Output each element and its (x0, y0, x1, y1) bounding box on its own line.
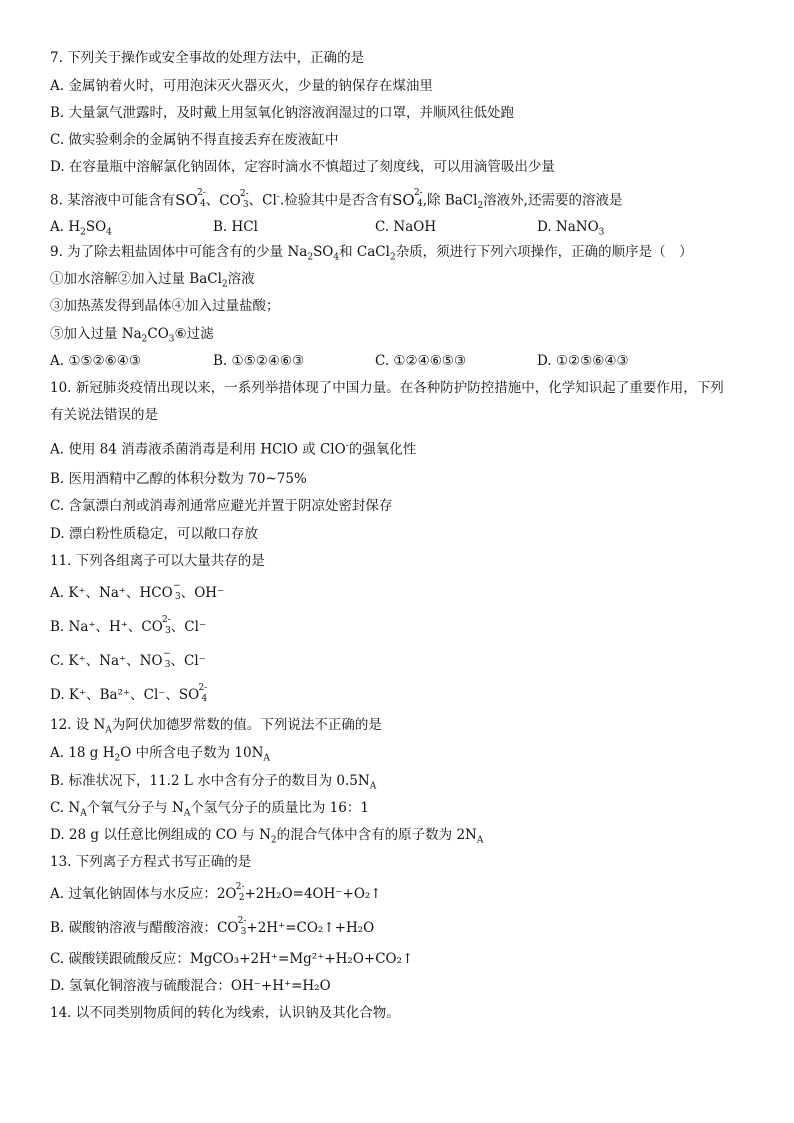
question-9-option-d: D. ①②⑤⑥④③ (537, 353, 629, 369)
question-8-stem: 8. 某溶液中可能含有SO 2- 4 、CO 2- 3 、Cl-.检验其中是否含有SO 2- 4 ,除 BaCl$_2$溶液外,还需要的溶液是 (50, 187, 623, 212)
question-7-option-a: A. 金属钠着火时，可用泡沫灭火器灭火，少量的钠保存在煤油里 (50, 78, 433, 94)
question-9-steps-1: ①加水溶解②加入过量 BaCl$_2$溶液 (50, 271, 255, 290)
question-11-stem: 11. 下列各组离子可以大量共存的是 (50, 553, 265, 569)
question-9-options (50, 352, 750, 370)
sulfate-ion-d: D. K⁺、Ba²⁺、Cl⁻、SO 2- 4 (50, 683, 208, 704)
question-10-option-a: A. 使用 84 消毒液杀菌消毒是利用 HClO 或 ClO-的强氧化性 (50, 441, 417, 458)
question-13-option-d: D. 氢氧化铜溶液与硫酸混合：OH⁻+H⁺=H₂O (50, 978, 331, 994)
question-13-option-a: A. 过氧化钠固体与水反应：2O 2- 2 +2H₂O=4OH⁻+O₂↑ (50, 882, 382, 903)
question-9-steps-3: ⑤加入过量 $Na_2CO_3⑥$过滤 (50, 326, 214, 345)
question-14-stem: 14. 以不同类别物质间的转化为线索，认识钠及其化合物。 (50, 1005, 400, 1021)
question-10-stem-line-2: 有关说法错误的是 (50, 407, 158, 423)
question-12-stem: 12. 设 $N_A$为阿伏加德罗常数的值。下列说法不正确的是 (50, 717, 382, 736)
question-8-option-c: C. NaOH (375, 219, 437, 235)
sulfate-ion-2: SO 2- 4 (392, 187, 423, 209)
question-10-stem-line-1: 10. 新冠肺炎疫情出现以来，一系列举措体现了中国力量。在各种防护防控措施中，化学知识起了重要作用，下列 (50, 380, 724, 396)
question-8-option-a: A. $H_2SO_4$ (50, 219, 112, 238)
question-11-option-b: B. Na⁺、H⁺、CO 2- 3 、Cl⁻ (50, 615, 207, 636)
peroxide-ion: A. 过氧化钠固体与水反应：2O 2- 2 (50, 882, 245, 903)
question-12-option-a: A. 18 g $H_2O$ 中所含电子数为 $10N_A$ (50, 745, 270, 764)
nitrate-ion: C. K⁺、Na⁺、NO − 3 (50, 649, 171, 670)
question-9-steps-2: ③加热蒸发得到晶体④加入过量盐酸； (50, 298, 280, 314)
question-9-option-c: C. ①②④⑥⑤③ (375, 353, 467, 369)
question-10-option-d: D. 漂白粉性质稳定，可以敞口存放 (50, 526, 258, 542)
sulfate-ion: SO 2- 4 (175, 187, 206, 209)
question-8-option-b: B. HCl (213, 219, 258, 235)
question-11-option-d (50, 683, 208, 704)
question-10-option-b: B. 医用酒精中乙醇的体积分数为 70~75% (50, 471, 307, 487)
question-9-stem: 9. 为了除去粗盐固体中可能含有的少量 $Na_2SO_4$和 CaCl$_2$杂质，须进行下列六项操作，正确的顺序是（ ） (50, 244, 693, 263)
question-7-option-d: D. 在容量瓶中溶解氯化钠固体，定容时滴水不慎超过了刻度线，可以用滴管吸出少量 (50, 159, 555, 175)
question-9-option-a: A. ①⑤②⑥④③ (50, 353, 141, 369)
question-11-option-a: A. K⁺、Na⁺、HCO − 3 、OH⁻ (50, 581, 225, 602)
question-7-option-b: B. 大量氯气泄露时，及时戴上用氢氧化钠溶液润湿过的口罩，并顺风往低处跑 (50, 105, 515, 121)
question-13-stem: 13. 下列离子方程式书写正确的是 (50, 854, 252, 870)
question-12-option-b: B. 标准状况下，11.2 L 水中含有分子的数目为 $0.5N_A$ (50, 773, 377, 792)
question-10-option-c: C. 含氯漂白剂或消毒剂通常应避光并置于阴凉处密封保存 (50, 498, 393, 514)
carbonate-ion-13: B. 碳酸钠溶液与醋酸溶液：CO 2- 3 (50, 916, 247, 937)
question-13-option-b: B. 碳酸钠溶液与醋酸溶液：CO 2- 3 +2H⁺=CO₂↑+H₂O (50, 916, 375, 937)
question-7-option-c: C. 做实验剩余的金属钠不得直接丢弃在废液缸中 (50, 132, 339, 148)
question-8-options (50, 218, 750, 236)
question-8-option-d: D. NaNO$_3$ (537, 219, 605, 238)
bicarbonate-ion: A. K⁺、Na⁺、HCO − 3 (50, 581, 181, 602)
question-12-option-c: C. $N_A$个氧气分子与 $N_A$个氢气分子的质量比为 16：1 (50, 800, 369, 819)
question-7-stem: 7. 下列关于操作或安全事故的处理方法中，正确的是 (50, 50, 365, 66)
question-13-option-c: C. 碳酸镁跟硫酸反应：MgCO₃+2H⁺=Mg²⁺+H₂O+CO₂↑ (50, 951, 414, 967)
question-11-option-c: C. K⁺、Na⁺、NO − 3 、Cl⁻ (50, 649, 206, 670)
carbonate-ion: CO 2- 3 (219, 188, 249, 210)
question-9-option-b: B. ①⑤②④⑥③ (213, 353, 305, 369)
carbonate-ion-b: B. Na⁺、H⁺、CO 2- 3 (50, 615, 171, 636)
question-12-option-d: D. 28 g 以任意比例组成的 CO 与 $N_2$的混合气体中含有的原子数为 $2N_A$ (50, 827, 484, 846)
